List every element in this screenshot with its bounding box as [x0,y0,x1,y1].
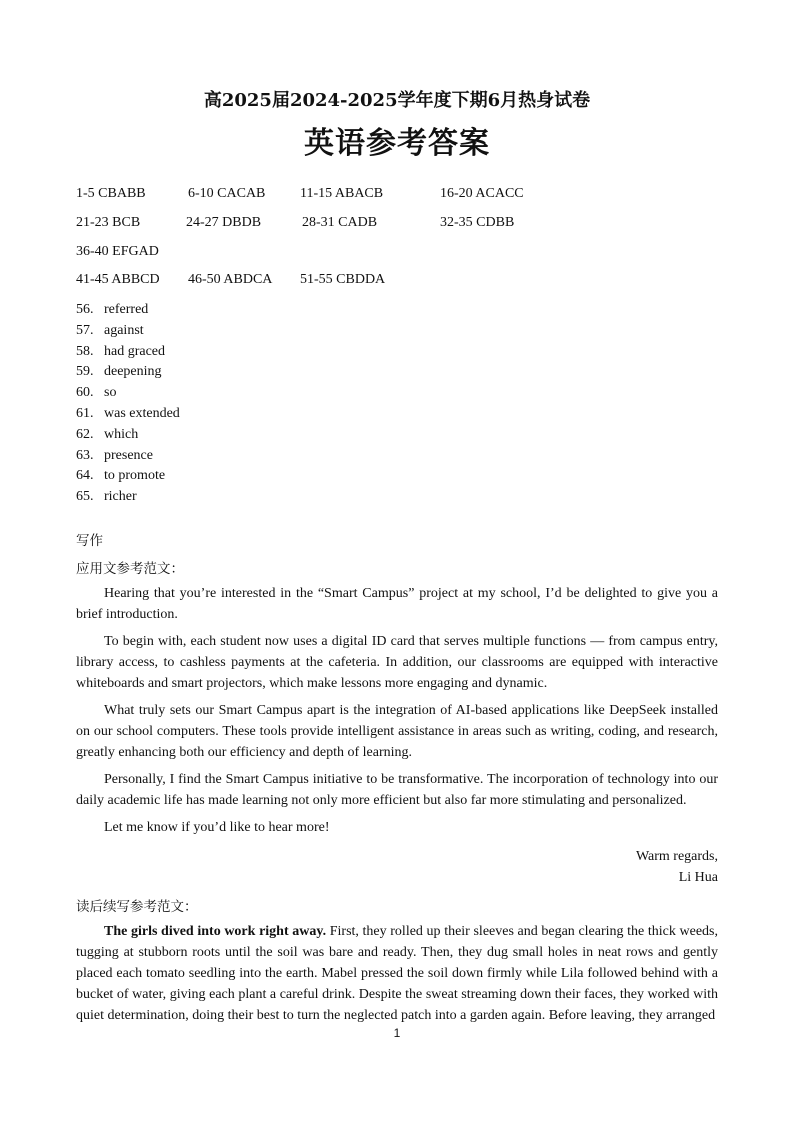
exam-title: 高2025届2024-2025学年度下期6月热身试卷 [203,90,591,111]
blank-text: which [104,426,139,442]
essay-paragraph: What truly sets our Smart Campus apart is the integration of AI-based applications like DeepSeek installed on our school computers. These tools provide intelligent assistance in areas such as writing, coding, and research, greatly enhancing both our efficiency and depth of learning. [76,703,718,760]
blank-number: 61. [76,405,94,421]
blank-number: 60. [76,385,94,401]
writing-section-label: 写作 [76,533,103,549]
blank-answer [76,404,180,425]
blank-text: so [104,385,117,401]
blank-text: had graced [104,343,166,359]
blank-answer [76,466,180,487]
blank-number: 65. [76,489,94,505]
answer-group: 36-40 EFGAD [76,244,159,259]
applied-writing-essay [76,583,718,844]
answer-group: 32-35 CDBB [440,215,515,230]
essay-paragraph: Hearing that you’re interested in the “Smart Campus” project at my school, I’d be delighted to give you a brief introduction. [76,586,718,622]
page-number: 1 [393,1026,401,1040]
blank-number: 59. [76,364,94,380]
blank-answer [76,487,180,508]
answer-group: 41-45 ABBCD [76,272,160,287]
blank-answer [76,300,180,321]
blank-number: 56. [76,302,94,317]
blank-answer [76,342,180,363]
applied-writing-label: 应用文参考范文： [76,561,184,577]
blank-number: 58. [76,343,94,359]
blank-text: against [104,322,144,338]
blank-answer [76,321,180,342]
blank-number: 62. [76,426,94,442]
blank-answer [76,383,180,404]
answer-group: 21-23 BCB [76,215,141,230]
answer-group: 28-31 CADB [302,215,378,230]
essay-paragraph: Let me know if you’d like to hear more! [104,820,330,835]
answer-group: 24-27 DBDB [186,215,262,230]
blank-text: referred [104,302,149,317]
closing: Warm regards, [635,849,718,864]
essay-paragraph: Personally, I find the Smart Campus initiative to be transformative. The incorporation of technology into our daily academic life has made learning not only more efficient but also far more stimulating and personalized. [76,772,718,808]
blank-text: deepening [104,364,162,380]
story-lead-sentence: The girls dived into work right away. [104,924,327,939]
signature: Li Hua [678,870,718,885]
continuation-writing-label: 读后续写参考范文： [76,899,198,915]
blank-number: 64. [76,468,94,484]
answer-group: 1-5 CBABB [76,186,146,201]
blank-text: presence [104,447,153,463]
letter-signoff [636,846,718,888]
grammar-fill-answers [76,300,180,508]
subject-title: 英语参考答案 [304,126,490,161]
blank-text: richer [104,489,137,505]
blank-answer [76,362,180,383]
blank-number: 63. [76,447,94,463]
essay-paragraph: To begin with, each student now uses a digital ID card that serves multiple functions — from campus entry, library access, to cashless payments at the cafeteria. In addition, our classrooms are equipped with interactive whiteboards and smart projectors, which make lessons more engaging and dynamic. [76,634,718,691]
answer-group: 46-50 ABDCA [188,272,273,287]
blank-text: was extended [104,405,180,421]
blank-text: to promote [104,468,166,484]
blank-number: 57. [76,322,94,338]
answer-group: 6-10 CACAB [188,186,266,201]
story-paragraph [76,921,718,1026]
blank-answer [76,446,180,467]
continuation-essay [76,921,718,1026]
blank-answer [76,425,180,446]
answer-group: 16-20 ACACC [440,186,524,201]
answer-group: 51-55 CBDDA [300,272,386,287]
story-body: First, they rolled up their sleeves and began clearing the thick weeds, tugging at stubborn roots until the soil was bare and ready. Then, they dug small holes in neat rows and gently placed each tomato seedling into the earth. Mabel pressed the soil down firmly while Lila followed behind with a bucket of water, giving each plant a careful drink. Despite the sweat streaming down their faces, they worked with quiet determination, doing their best to turn the neglected patch into a garden again. Before leaving, they arranged [76,924,719,1023]
answer-group: 11-15 ABACB [300,186,384,201]
